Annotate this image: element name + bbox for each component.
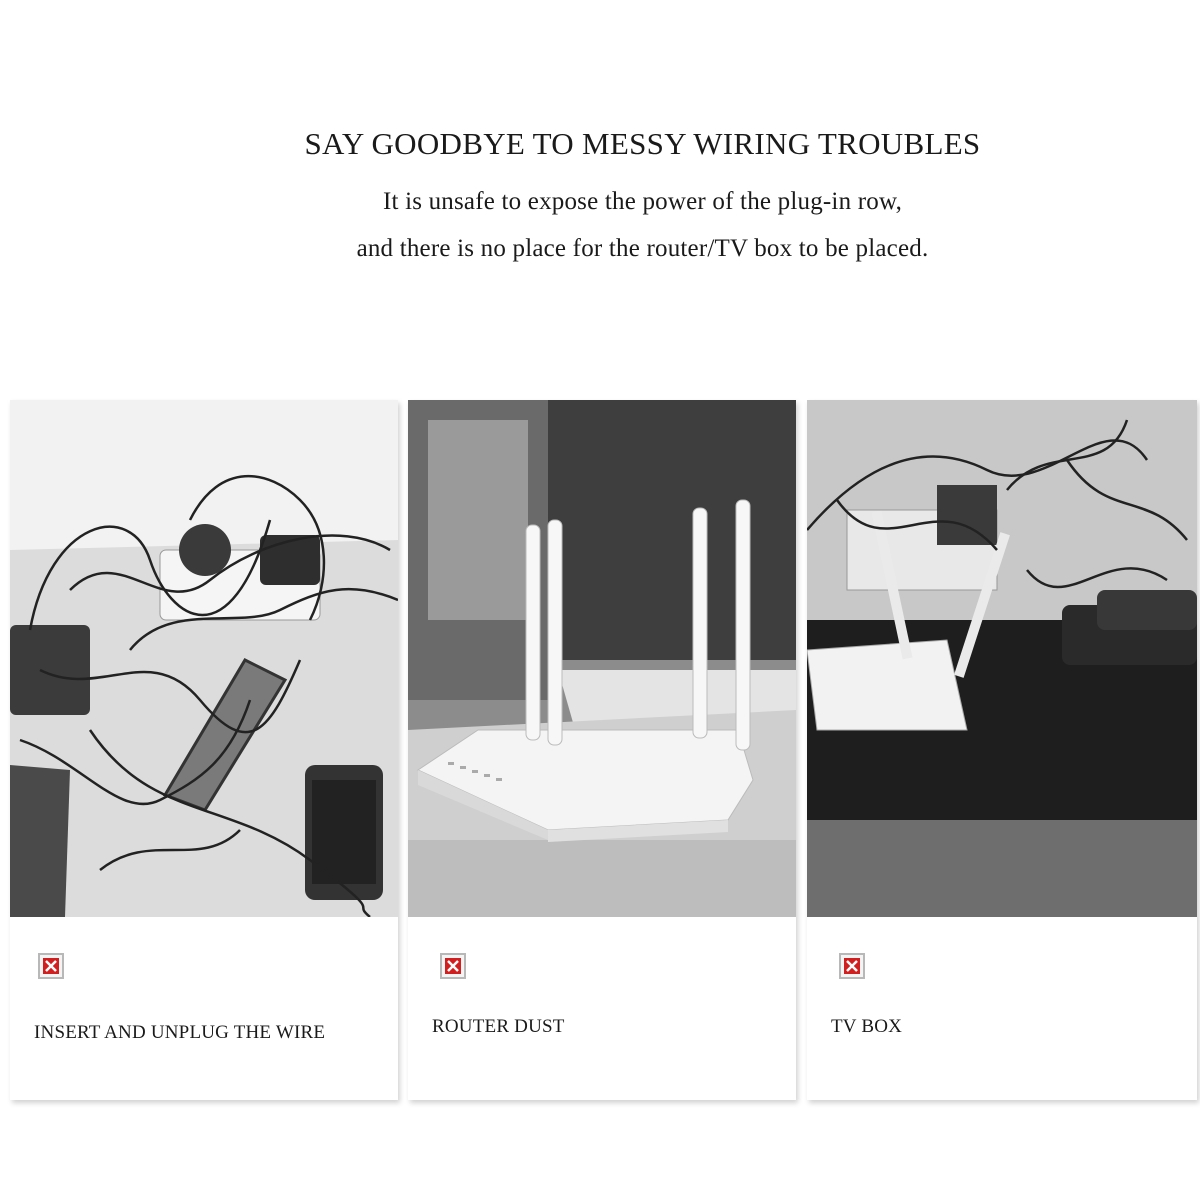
card-caption: ROUTER DUST [432, 1016, 565, 1037]
card-caption: INSERT AND UNPLUG THE WIRE [34, 1022, 326, 1043]
subheadline-line-2: and there is no place for the router/TV box to be placed. [356, 235, 929, 262]
header [0, 0, 1200, 330]
tv-box-photo [807, 400, 1197, 917]
broken-image-x-icon [38, 953, 64, 979]
subheadline-line-1: It is unsafe to expose the power of the plug-in row, [382, 188, 903, 215]
broken-image-x-icon [839, 953, 865, 979]
card-tv-box [807, 400, 1197, 1100]
messy-wires-photo [10, 400, 398, 917]
card-router [408, 400, 796, 1100]
headline: SAY GOODBYE TO MESSY WIRING TROUBLES [304, 126, 981, 161]
router-photo [408, 400, 796, 917]
card-caption: TV BOX [831, 1016, 903, 1037]
broken-image-x-icon [440, 953, 466, 979]
card-wires [10, 400, 398, 1100]
